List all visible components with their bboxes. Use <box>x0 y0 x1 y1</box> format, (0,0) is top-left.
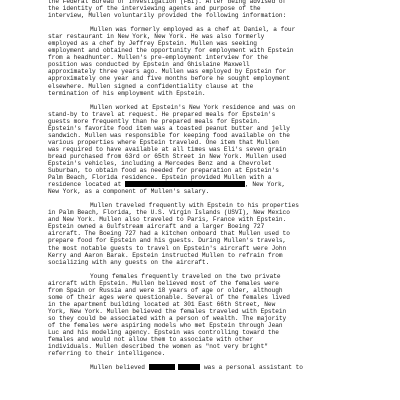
text-line: the Federal Bureau of Investigation (FBI). After being advised of <box>48 0 287 5</box>
text-line: various properties where Epstein traveled. One item that Mullen <box>48 138 279 146</box>
text-line: from Spain or Russia and were 18 years of age or older, although <box>48 286 283 294</box>
text-line: New York, as a component of Mullen's salary. <box>48 188 210 196</box>
paragraph-employment <box>48 26 392 96</box>
text-line: prepare food for Epstein and his guests. During Mullen's travels, <box>48 237 287 245</box>
text-line: elsewhere. Mullen signed a confidentiality clause at the <box>48 82 254 90</box>
text-line: employed as a chef by Jeffrey Epstein. Mullen was seeking <box>48 40 257 48</box>
text-fragment: residence located at <box>48 181 122 189</box>
text-line: and New York. Mullen also traveled to Paris, France with Epstein. <box>48 216 287 224</box>
paragraph-assistant <box>48 364 392 371</box>
text-line: Palm Beach, Florida residence. Epstein provided Mullen with a <box>48 174 272 182</box>
text-line: in the apartment building located at 301 East 66th Street, New <box>48 300 276 308</box>
text-line: stand-by to travel at request. He prepared meals for Epstein's <box>48 110 276 118</box>
text-line: Mullen traveled frequently with Epstein to his properties <box>90 202 299 210</box>
paragraph-intro <box>48 0 392 19</box>
text-line: females and would not allow them to associate with other <box>48 336 254 344</box>
text-line: aircraft. The Boeing 727 had a kitchen onboard that Mullen used to <box>48 230 290 238</box>
text-line: Suburban, to obtain food as needed for preparation at Epstein's <box>48 167 279 175</box>
text-line: was required to have available at all times was Eli's seven grain <box>48 145 287 153</box>
text-line: Young females frequently traveled on the two private <box>90 272 281 280</box>
text-line: star restaurant in New York, New York. He was also formerly <box>48 33 265 41</box>
paragraph-females <box>48 273 392 358</box>
text-line: employment and obtained the opportunity for employment with Epstein <box>48 47 294 55</box>
text-line: Mullen was formerly employed as a chef at Daniel, a four <box>90 26 296 34</box>
text-line: guests more frequently than he prepared meals for Epstein. <box>48 117 261 125</box>
text-line: referring to their intelligence. <box>48 350 166 358</box>
text-line: the identity of the interviewing agents and purpose of the <box>48 5 261 13</box>
paragraph-duties <box>48 104 392 196</box>
text-line: York, New York. Mullen believed the females traveled with Epstein <box>48 307 287 315</box>
paragraph-travel <box>48 202 392 265</box>
text-line-redacted <box>48 364 392 371</box>
text-fragment: was a personal assistant to <box>204 364 303 372</box>
text-line: interview, Mullen voluntarily provided the following information: <box>48 12 287 20</box>
text-line: Luc and his modeling agency. Epstein was controlling toward the <box>48 329 279 337</box>
text-line: Epstein's vehicles, including a Mercedes Benz and a Chevrolet <box>48 159 272 167</box>
text-line: socializing with any guests on the aircraft. <box>48 258 210 266</box>
redaction-block <box>149 364 175 370</box>
text-line: so they could be associated with a person of wealth. The majority <box>48 314 287 322</box>
text-line: bread purchased from 63rd or 65th Street in New York. Mullen used <box>48 152 287 160</box>
text-fragment: , New York, <box>244 181 286 189</box>
redaction-block <box>125 181 245 187</box>
text-line: in Palm Beach, Florida, the U.S. Virgin Islands (USVI), New Mexico <box>48 209 290 217</box>
text-line: termination of his employment with Epstein. <box>48 89 206 97</box>
text-line: of the females were aspiring models who met Epstein through Jean <box>48 321 283 329</box>
text-fragment: Mullen believed <box>90 364 145 372</box>
text-line: Kerry and Aaron Barak. Epstein instructed Mullen to refrain from <box>48 251 283 259</box>
text-line: position was conducted by Epstein and Ghislaine Maxwell <box>48 61 250 69</box>
text-line: Epstein's favorite food item was a toasted peanut butter and jelly <box>48 124 290 132</box>
text-line-redacted <box>48 181 392 188</box>
redaction-block <box>178 364 200 370</box>
text-line: individuals. Mullen described the women as "not very bright" <box>48 343 268 351</box>
text-line: approximately three years ago. Mullen was employed by Epstein for <box>48 68 287 76</box>
text-line: approximately one year and five months before he sought employment <box>48 75 290 83</box>
text-line: from a headhunter. Mullen's pre-employment interview for the <box>48 54 268 62</box>
text-line: Mullen worked at Epstein's New York residence and was on <box>90 103 296 111</box>
text-line: some of their ages were questionable. Several of the females lived <box>48 293 290 301</box>
text-line: sandwich. Mullen was responsible for keeping food available on the <box>48 131 290 139</box>
text-line: aircraft with Epstein. Mullen believed most of the females were <box>48 279 279 287</box>
text-line: the most notable guests to travel on Epstein's aircraft were John <box>48 244 287 252</box>
text-line: Epstein owned a Gulfstream aircraft and a larger Boeing 727 <box>48 223 265 231</box>
